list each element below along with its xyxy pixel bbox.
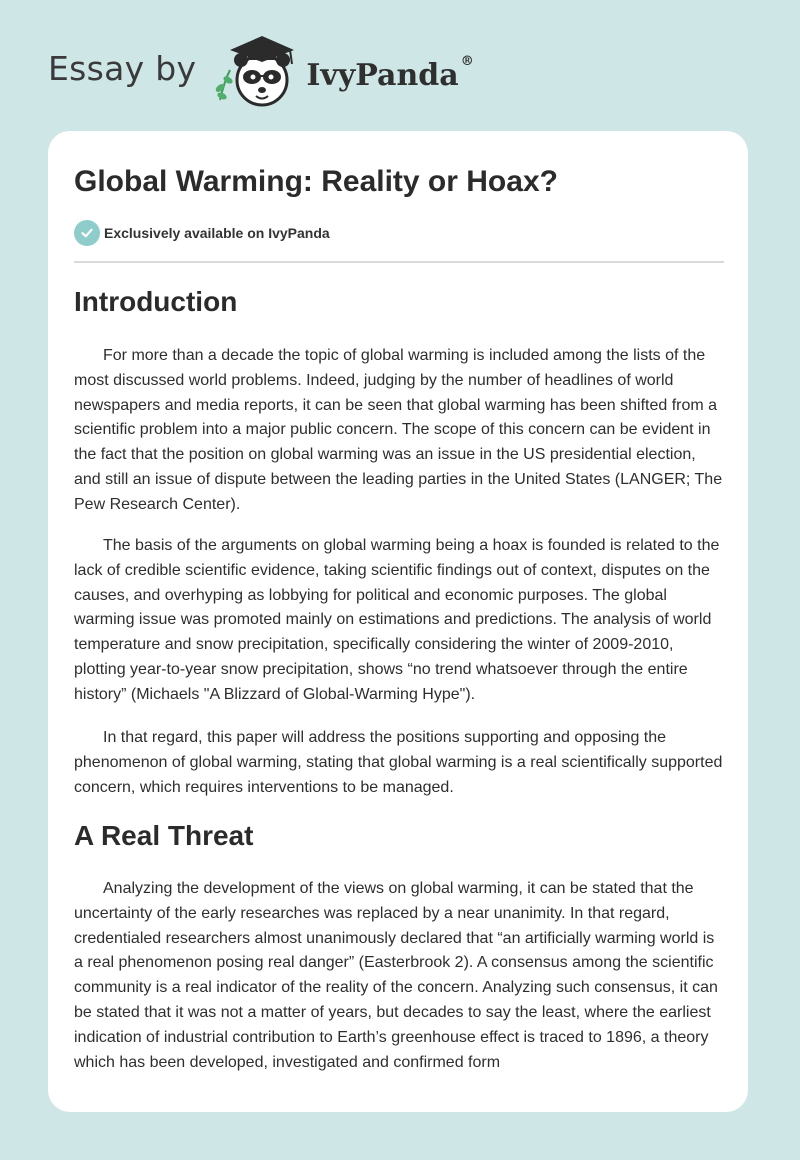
section-heading-a-real-threat: A Real Threat bbox=[74, 820, 254, 851]
section-heading-introduction: Introduction bbox=[74, 286, 238, 317]
brand-name[interactable] bbox=[306, 53, 474, 93]
checkmark-icon bbox=[74, 220, 100, 246]
site-header bbox=[48, 30, 474, 110]
paragraph: In that regard, this paper will address the positions supporting and opposing the phenomenon of global warming, stating that global warming is a real scientifically supported concern, which requires interventions to be managed. bbox=[74, 729, 723, 796]
paragraph: Analyzing the development of the views on global warming, it can be stated that the uncertainty of the early researches was replaced by a near unanimity. In that regard, credentialed researchers almost unanimously declared that “an artificially warming world is a real phenomenon posing real danger” (Easterbrook 2). A consensus among the scientific community is a real indicator of the reality of the concern. Analyzing such consensus, it can be stated that it was not a matter of years, but decades to say the least, where the earliest indication of industrial contribution to Earth’s greenhouse effect is traced to 1896, a theory which has been developed, investigated and confirmed form bbox=[74, 880, 718, 1071]
panda-logo-icon[interactable] bbox=[210, 30, 302, 110]
paragraph: The basis of the arguments on global warming being a hoax is founded is related to the lack of credible scientific evidence, taking scientific findings out of context, disputes on the causes, and overhyping as lobbying for political and economic purposes. The global warming issue was promoted mainly on estimations and predictions. The analysis of world temperature and snow precipitation, specifically considering the winter of 2009-2010, plotting year-to-year snow precipitation, shows “no trend whatsoever through the entire history” (Michaels "A Blizzard of Global-Warming Hype"). bbox=[74, 537, 720, 703]
essay-card bbox=[48, 131, 748, 1112]
trademark-symbol: ® bbox=[460, 53, 474, 69]
exclusive-badge-text: Exclusively available on IvyPanda bbox=[104, 225, 330, 241]
brand-name-text[interactable]: IvyPanda bbox=[306, 57, 459, 93]
exclusive-badge bbox=[74, 220, 330, 246]
page-title: Global Warming: Reality or Hoax? bbox=[74, 165, 558, 198]
paragraph: For more than a decade the topic of global warming is included among the lists of the most discussed world problems. Indeed, judging by the number of headlines of world newspapers and media reports, it can be seen that global warming has been shifted from a scientific problem into a major public concern. The scope of this concern can be evident in the fact that the position on global warming was an issue in the US presidential election, and still an issue of dispute between the leading parties in the United States (LANGER; The Pew Research Center). bbox=[74, 347, 723, 513]
essay-by-label: Essay by bbox=[48, 48, 197, 88]
title-divider bbox=[74, 261, 724, 263]
